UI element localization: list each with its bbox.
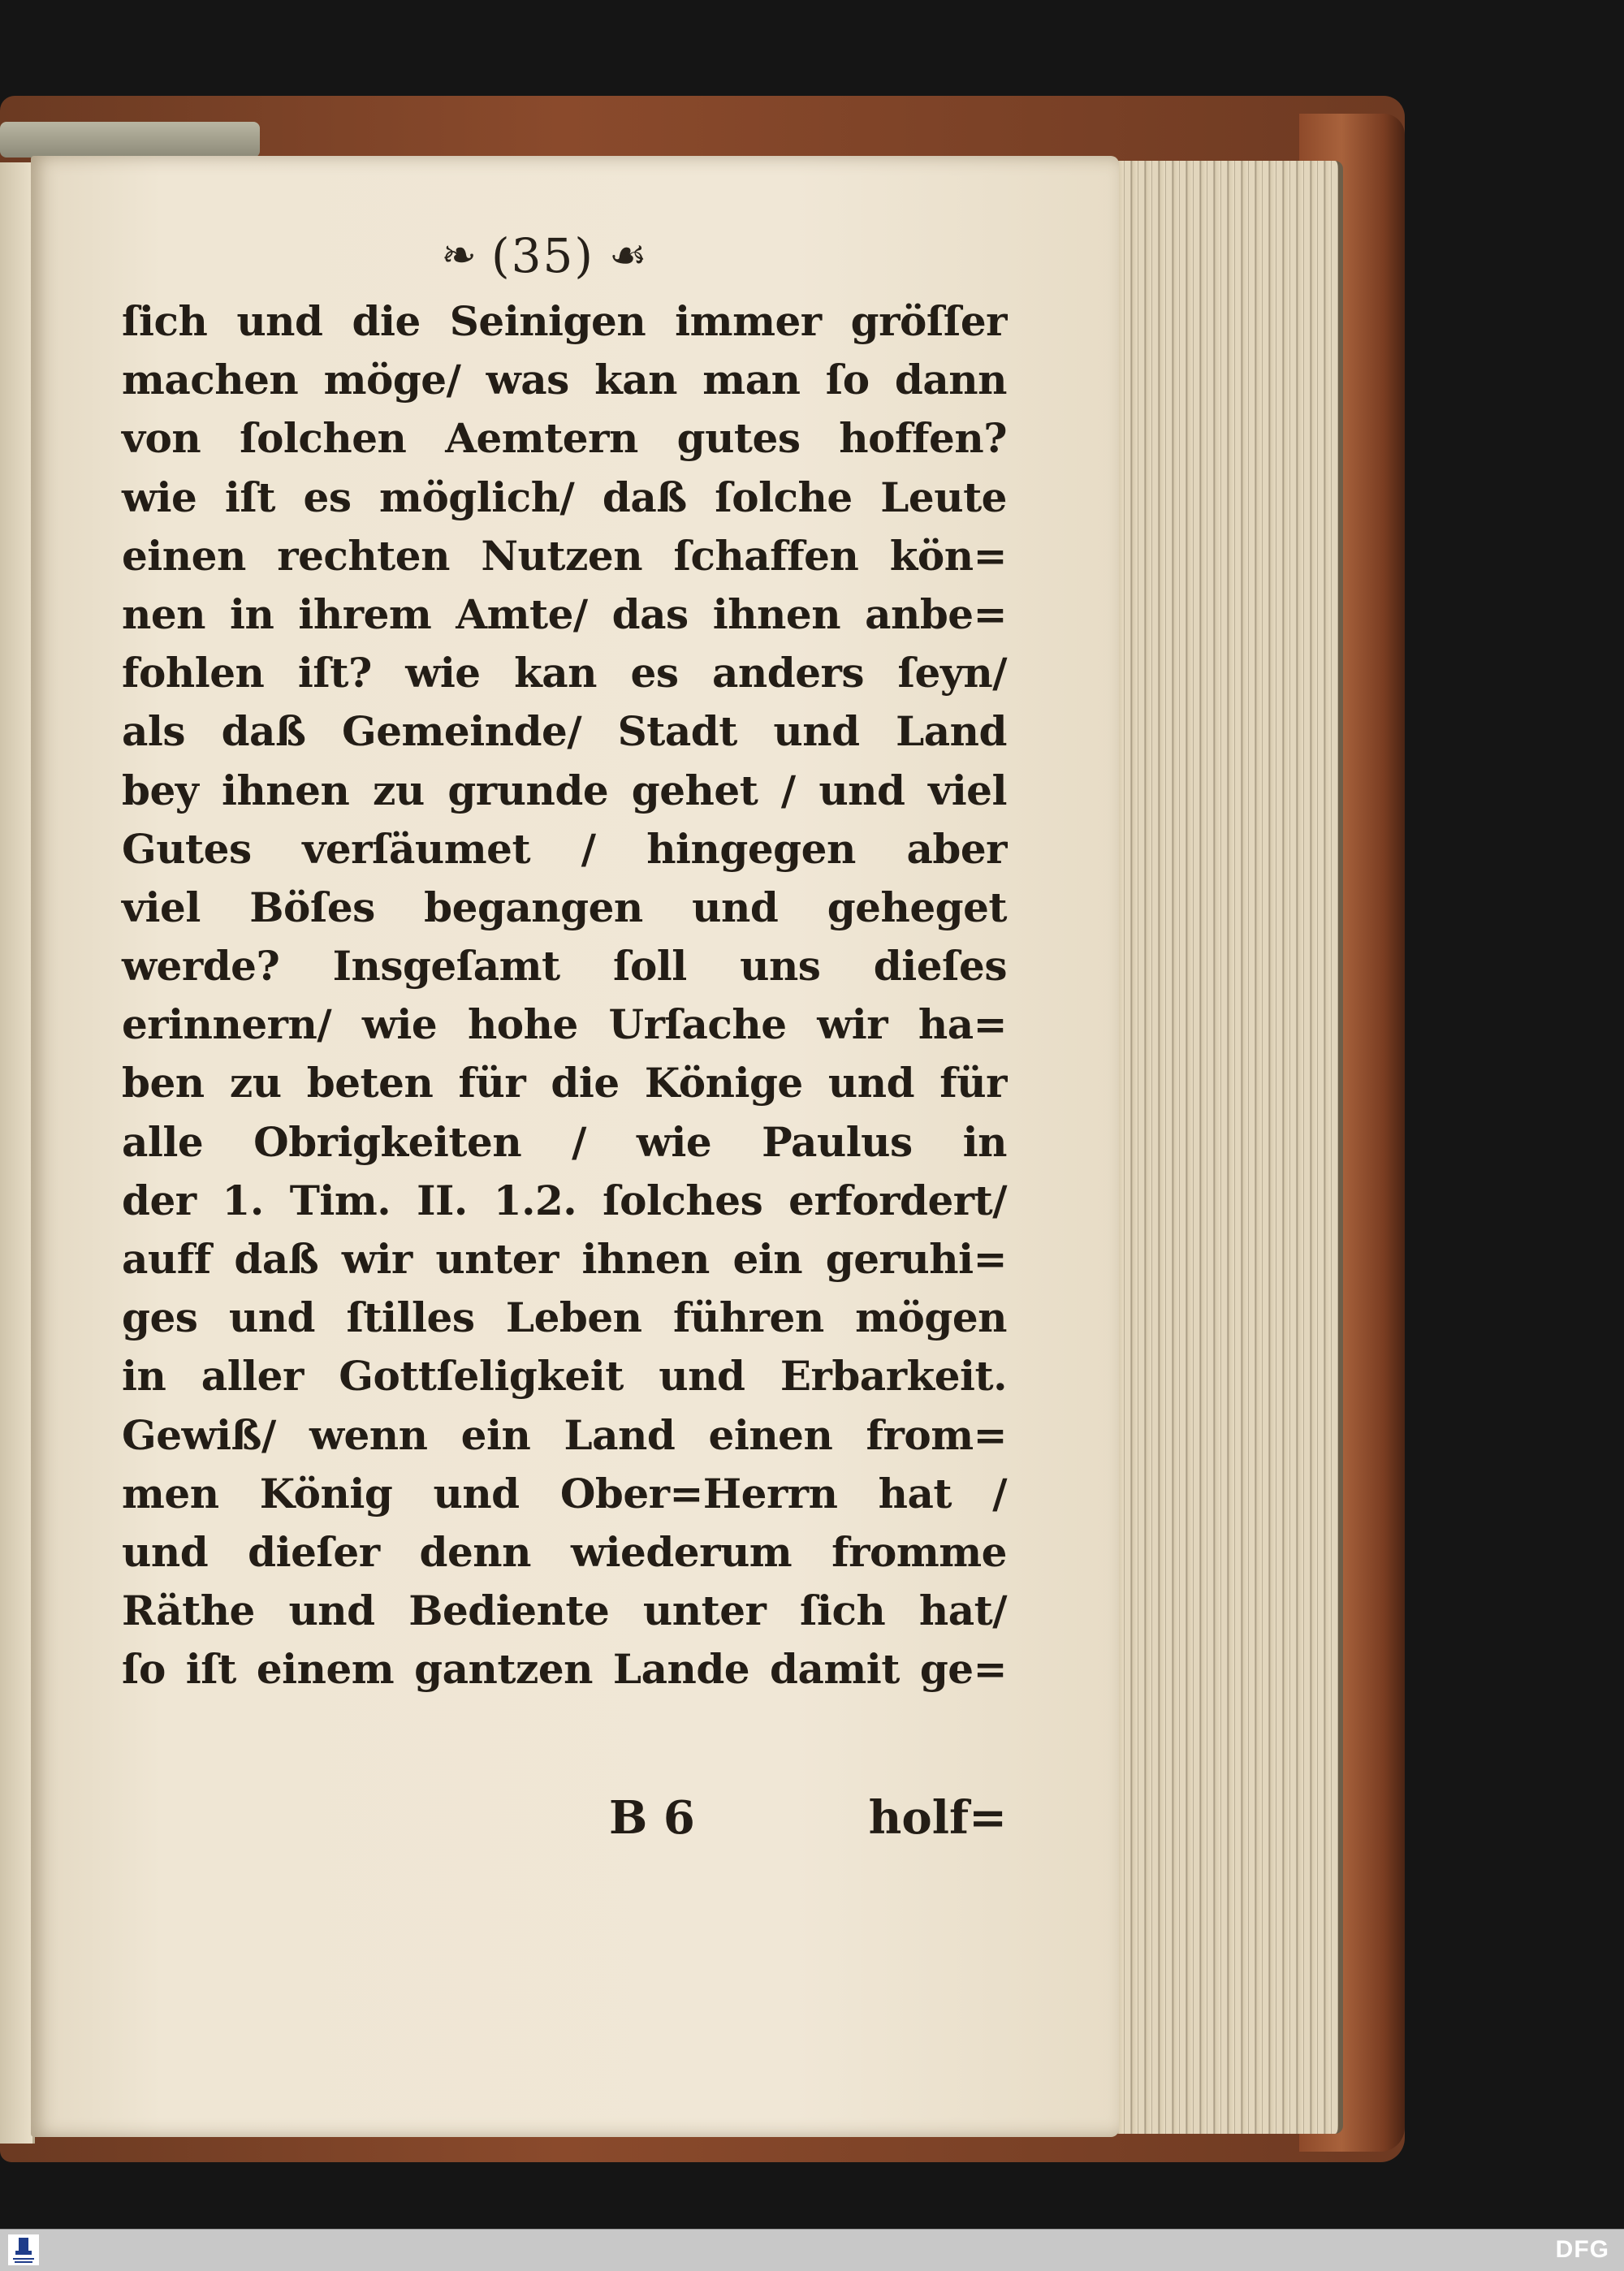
text-line: der 1. Tim. II. 1.2. ſolches erfordert/ (122, 1176, 1007, 1224)
text-line: werde? Insgeſamt ſoll uns dieſes (122, 942, 1007, 991)
text-line: alle Obrigkeiten / wie Paulus in (122, 1117, 1007, 1166)
page-footer (122, 1791, 1007, 1856)
text-line: viel Böſes begangen und geheget (122, 883, 1007, 931)
book-headband (0, 122, 260, 158)
body-text (122, 292, 1007, 1699)
text-line: auff daß wir unter ihnen ein geruhi= (122, 1235, 1007, 1283)
text-line: erinnern/ wie hohe Urſache wir ha= (122, 1000, 1007, 1049)
text-line: nen in ihrem Amte/ das ihnen anbe= (122, 589, 1007, 638)
ornament-left-icon: ❧ (441, 231, 477, 280)
signature-mark: B 6 (609, 1791, 695, 1845)
text-line: einen rechten Nutzen ſchaffen kön= (122, 531, 1007, 580)
page-number: (35) (490, 228, 594, 283)
dfg-logo[interactable]: DFG (1555, 2236, 1609, 2263)
catchword: holf= (868, 1791, 1007, 1845)
text-line: ben zu beten für die Könige und für (122, 1059, 1007, 1107)
text-line: Gutes verſäumet / hingegen aber (122, 824, 1007, 873)
text-line: bey ihnen zu grunde gehet / und viel (122, 766, 1007, 814)
library-logo-icon[interactable] (8, 2234, 39, 2265)
text-line: fohlen iſt? wie kan es anders ſeyn/ (122, 649, 1007, 697)
page-edges (1111, 161, 1343, 2134)
text-line: Gewiß/ wenn ein Land einen from= (122, 1410, 1007, 1459)
ornament-right-icon: ☙ (609, 231, 647, 280)
text-line: ſo iſt einem gantzen Lande damit ge= (122, 1645, 1007, 1694)
text-line: von ſolchen Aemtern gutes hoffen? (122, 414, 1007, 463)
viewer-bar (0, 2229, 1624, 2271)
text-line: in aller Gottſeligkeit und Erbarkeit. (122, 1352, 1007, 1401)
text-line: als daß Gemeinde/ Stadt und Land (122, 707, 1007, 756)
text-line: machen möge/ was kan man ſo dann (122, 356, 1007, 404)
page-header (357, 223, 731, 288)
text-line: men König und Ober=Herrn hat / (122, 1469, 1007, 1518)
text-line: ſich und die Seinigen immer gröſſer (122, 297, 1007, 345)
left-page-edge (0, 162, 35, 2144)
text-line: ges und ſtilles Leben führen mögen (122, 1293, 1007, 1342)
text-line: und dieſer denn wiederum fromme (122, 1527, 1007, 1576)
text-line: Räthe und Bediente unter ſich hat/ (122, 1587, 1007, 1635)
text-line: wie iſt es möglich/ daß ſolche Leute (122, 473, 1007, 521)
